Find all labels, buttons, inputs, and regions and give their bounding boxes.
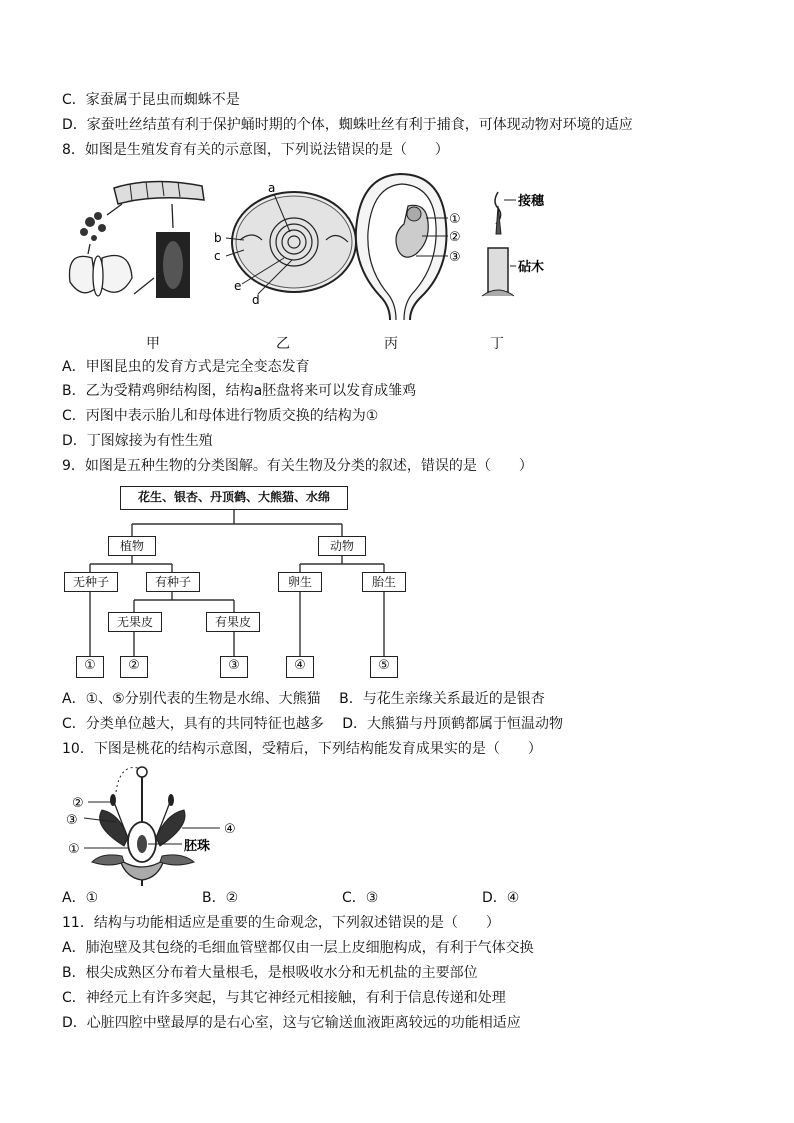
node-oviparous: 卵生 bbox=[278, 572, 322, 592]
q10-stem: 10．下图是桃花的结构示意图，受精后，下列结构能发育成果实的是（ ） bbox=[62, 741, 542, 757]
label-e: e bbox=[234, 279, 242, 293]
q8-stem: 8．如图是生殖发育有关的示意图，下列说法错误的是（ ） bbox=[62, 142, 449, 158]
node-no-seed: 无种子 bbox=[64, 572, 118, 592]
stigma-illustration bbox=[137, 767, 147, 777]
q10-option-a: A．① bbox=[62, 890, 99, 906]
label-3: ③ bbox=[449, 250, 461, 265]
figure-caption-jia: 甲 bbox=[146, 336, 160, 352]
figure-jia-silkworm-cycle bbox=[62, 170, 212, 330]
label-1: ① bbox=[68, 842, 80, 857]
q9-options-cd: C．分类单位越大，具有的共同特征也越多 D．大熊猫与丹顶鹤都属于恒温动物 bbox=[62, 716, 564, 732]
figure-bing-fetus bbox=[350, 170, 470, 330]
label-b: b bbox=[214, 231, 222, 245]
label-ovule: 胚珠 bbox=[184, 839, 211, 854]
label-stock: 砧木 bbox=[518, 260, 545, 275]
q11-option-c: C．神经元上有许多突起，与其它神经元相接触，有利于信息传递和处理 bbox=[62, 990, 506, 1006]
node-has-peel: 有果皮 bbox=[206, 612, 260, 632]
node-viviparous: 胎生 bbox=[362, 572, 406, 592]
q7-option-d: D．家蚕吐丝结茧有利于保护蛹时期的个体，蜘蛛吐丝有利于捕食，可体现动物对环境的适应 bbox=[62, 117, 633, 133]
q7-option-c: C．家蚕属于昆虫而蜘蛛不是 bbox=[62, 92, 240, 108]
figure-caption-ding: 丁 bbox=[490, 336, 504, 352]
figure-caption-yi: 乙 bbox=[276, 336, 290, 352]
label-scion: 接穗 bbox=[518, 194, 545, 209]
label-1: ① bbox=[449, 212, 461, 227]
eggs-illustration bbox=[80, 212, 106, 241]
leaf-3: ③ bbox=[220, 656, 248, 678]
leaf-2: ② bbox=[120, 656, 148, 678]
label-a: a bbox=[268, 181, 276, 195]
leaf-5: ⑤ bbox=[370, 656, 398, 678]
classification-root: 花生、银杏、丹顶鹤、大熊猫、水绵 bbox=[120, 486, 348, 510]
q9-options-ab: A．①、⑤分别代表的生物是水绵、大熊猫 B．与花生亲缘关系最近的是银杏 bbox=[62, 691, 545, 707]
q11-option-d: D．心脏四腔中壁最厚的是右心室，这与它输送血液距离较远的功能相适应 bbox=[62, 1015, 521, 1031]
q8-option-d: D．丁图嫁接为有性生殖 bbox=[62, 433, 213, 449]
q11-option-b: B．根尖成熟区分布着大量根毛，是根吸收水分和无机盐的主要部位 bbox=[62, 965, 478, 981]
node-animal: 动物 bbox=[318, 536, 366, 556]
leaf-4: ④ bbox=[286, 656, 314, 678]
q8-option-c: C．丙图中表示胎儿和母体进行物质交换的结构为① bbox=[62, 408, 379, 424]
label-d: d bbox=[252, 293, 260, 307]
node-has-seed: 有种子 bbox=[146, 572, 200, 592]
figure-ding-grafting bbox=[474, 186, 564, 306]
figure-yi-egg-structure bbox=[212, 180, 362, 310]
label-3: ③ bbox=[66, 813, 78, 828]
figure-peach-flower bbox=[62, 762, 252, 886]
figure-caption-bing: 丙 bbox=[384, 336, 398, 352]
larva-illustration bbox=[114, 181, 204, 204]
moth-illustration bbox=[69, 256, 132, 297]
label-c: c bbox=[214, 249, 221, 263]
label-2: ② bbox=[72, 796, 84, 811]
q11-stem: 11．结构与功能相适应是重要的生命观念，下列叙述错误的是（ ） bbox=[62, 915, 500, 931]
node-no-peel: 无果皮 bbox=[108, 612, 162, 632]
q10-option-b: B．② bbox=[202, 890, 239, 906]
q10-option-c: C．③ bbox=[342, 890, 379, 906]
q11-option-a: A．肺泡壁及其包绕的毛细血管壁都仅由一层上皮细胞构成，有利于气体交换 bbox=[62, 940, 534, 956]
q8-option-a: A．甲图昆虫的发育方式是完全变态发育 bbox=[62, 359, 310, 375]
label-4: ④ bbox=[224, 822, 236, 837]
leaf-1: ① bbox=[76, 656, 104, 678]
q8-option-b: B．乙为受精鸡卵结构图，结构a胚盘将来可以发育成雏鸡 bbox=[62, 383, 417, 399]
q9-stem: 9．如图是五种生物的分类图解。有关生物及分类的叙述，错误的是（ ） bbox=[62, 458, 533, 474]
node-plant: 植物 bbox=[108, 536, 156, 556]
label-2: ② bbox=[449, 230, 461, 245]
q10-option-d: D．④ bbox=[482, 890, 520, 906]
receptacle-illustration bbox=[120, 860, 164, 880]
